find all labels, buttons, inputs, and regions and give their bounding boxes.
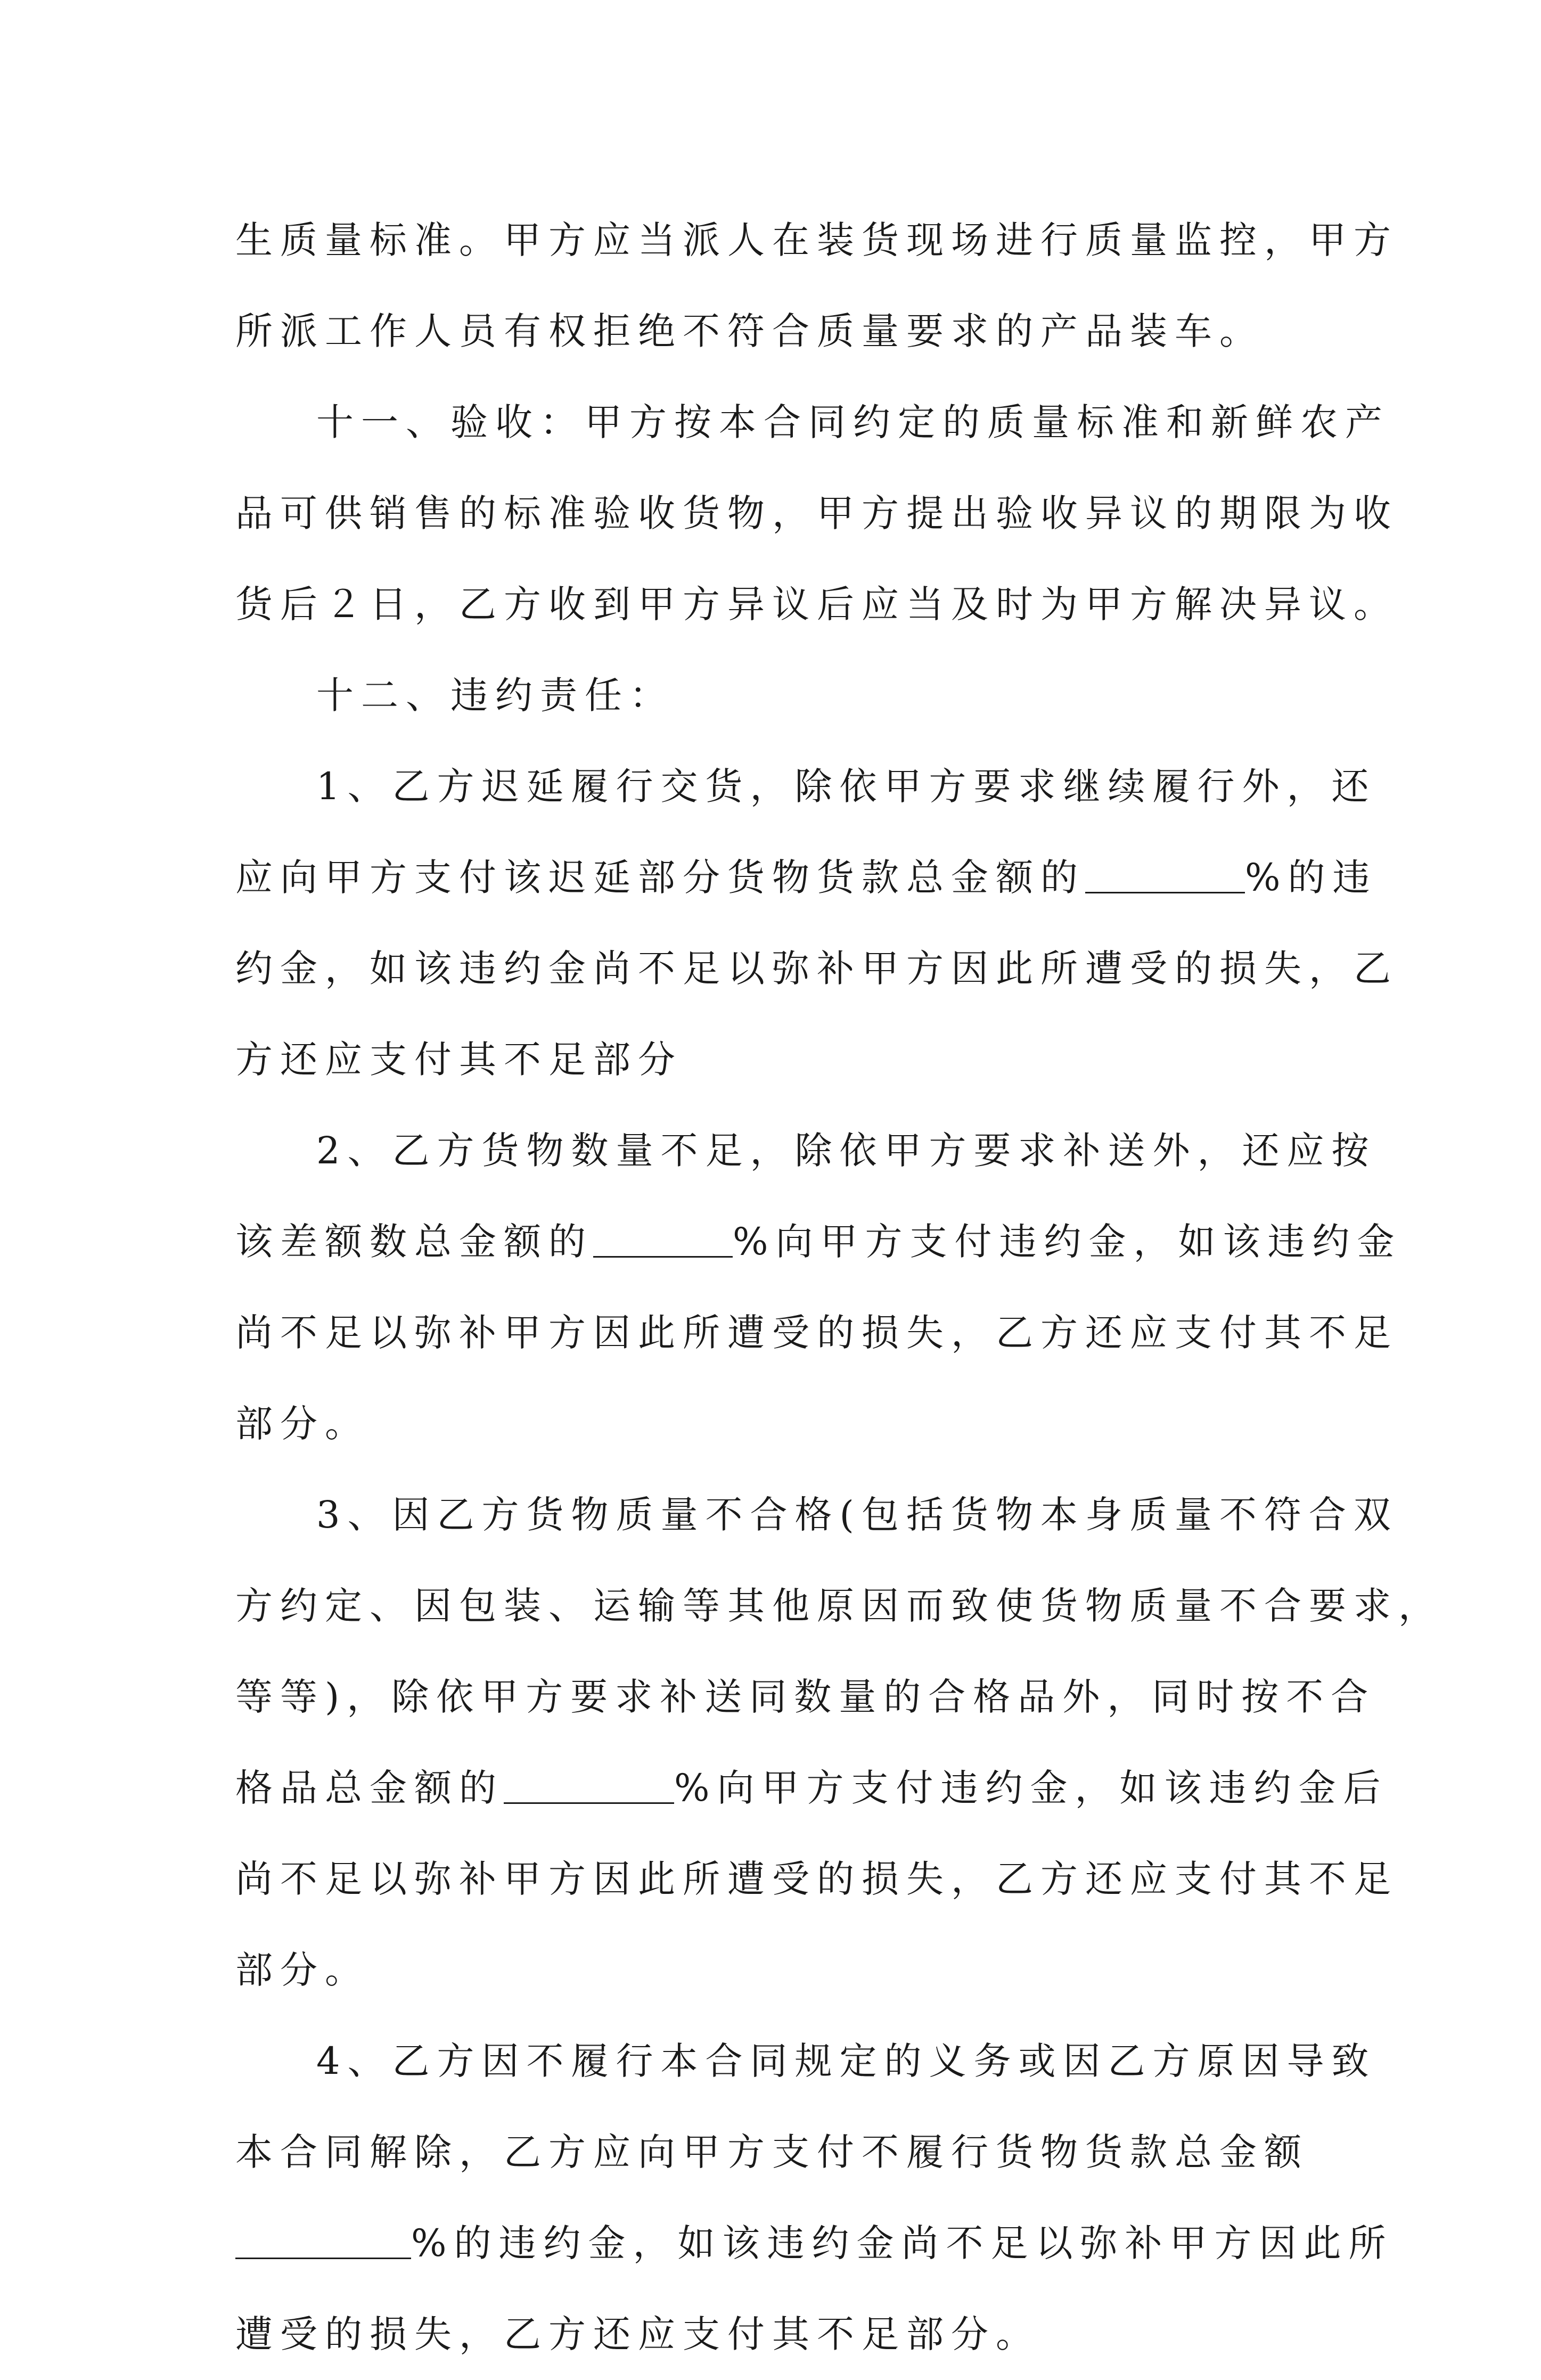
text-line (235, 2198, 1394, 2289)
clause-12-heading: 十二、违约责任： (316, 674, 674, 717)
text-line: 生质量标准。甲方应当派人在装货现场进行质量监控，甲方 (235, 218, 1398, 262)
text-line: 尚不足以弥补甲方因此所遭受的损失，乙方还应支付其不足 (235, 1857, 1398, 1901)
text-segment: 该差额数总金额的 (235, 1220, 593, 1263)
text-line: 尚不足以弥补甲方因此所遭受的损失，乙方还应支付其不足 (235, 1311, 1398, 1355)
item-4-line: 4、乙方因不履行本合同规定的义务或因乙方原因导致 (316, 2039, 1376, 2083)
text-segment: %的违 (1245, 856, 1378, 899)
text-line: 品可供销售的标准验收货物，甲方提出验收异议的期限为收 (235, 491, 1398, 535)
text-line: 方还应支付其不足部分 (235, 1038, 683, 1081)
clause-11-line: 十一、验收：甲方按本合同约定的质量标准和新鲜农产 (316, 400, 1390, 444)
text-line: 等等)，除依甲方要求补送同数量的合格品外，同时按不合 (235, 1675, 1376, 1719)
contract-body (235, 195, 1443, 2380)
text-segment: %向甲方支付违约金，如该违约金 (733, 1220, 1402, 1263)
item-3-line: 3、因乙方货物质量不合格(包括货物本身质量不符合双 (316, 1493, 1398, 1537)
item-1-line: 1、乙方迟延履行交货，除依甲方要求继续履行外，还 (316, 765, 1376, 808)
text-line: 部分。 (235, 1948, 370, 1992)
text-segment: %向甲方支付违约金，如该违约金后 (674, 1766, 1388, 1810)
text-line: 本合同解除，乙方应向甲方支付不履行货物货款总金额 (235, 2130, 1309, 2174)
text-line: 约金，如该违约金尚不足以弥补甲方因此所遭受的损失，乙 (235, 947, 1398, 990)
fill-in-blank[interactable] (235, 2219, 411, 2259)
fill-in-blank[interactable] (1085, 853, 1245, 893)
text-segment: 格品总金额的 (235, 1766, 504, 1810)
fill-in-blank[interactable] (504, 1764, 674, 1804)
text-segment: 应向甲方支付该迟延部分货物货款总金额的 (235, 856, 1085, 899)
text-line (235, 1196, 1402, 1287)
fill-in-blank[interactable] (593, 1218, 733, 1258)
text-line: 遭受的损失，乙方还应支付其不足部分。 (235, 2312, 1040, 2356)
text-line: 所派工作人员有权拒绝不符合质量要求的产品装车。 (235, 309, 1264, 353)
text-line (235, 1743, 1388, 1834)
text-segment: %的违约金，如该违约金尚不足以弥补甲方因此所 (411, 2221, 1394, 2265)
text-line: 部分。 (235, 1402, 370, 1446)
item-2-line: 2、乙方货物数量不足，除依甲方要求补送外，还应按 (316, 1129, 1376, 1172)
text-line: 方约定、因包装、运输等其他原因而致使货物质量不合要求， (235, 1584, 1443, 1628)
text-line: 货后２日，乙方收到甲方异议后应当及时为甲方解决异议。 (235, 582, 1398, 626)
text-line (235, 832, 1378, 923)
